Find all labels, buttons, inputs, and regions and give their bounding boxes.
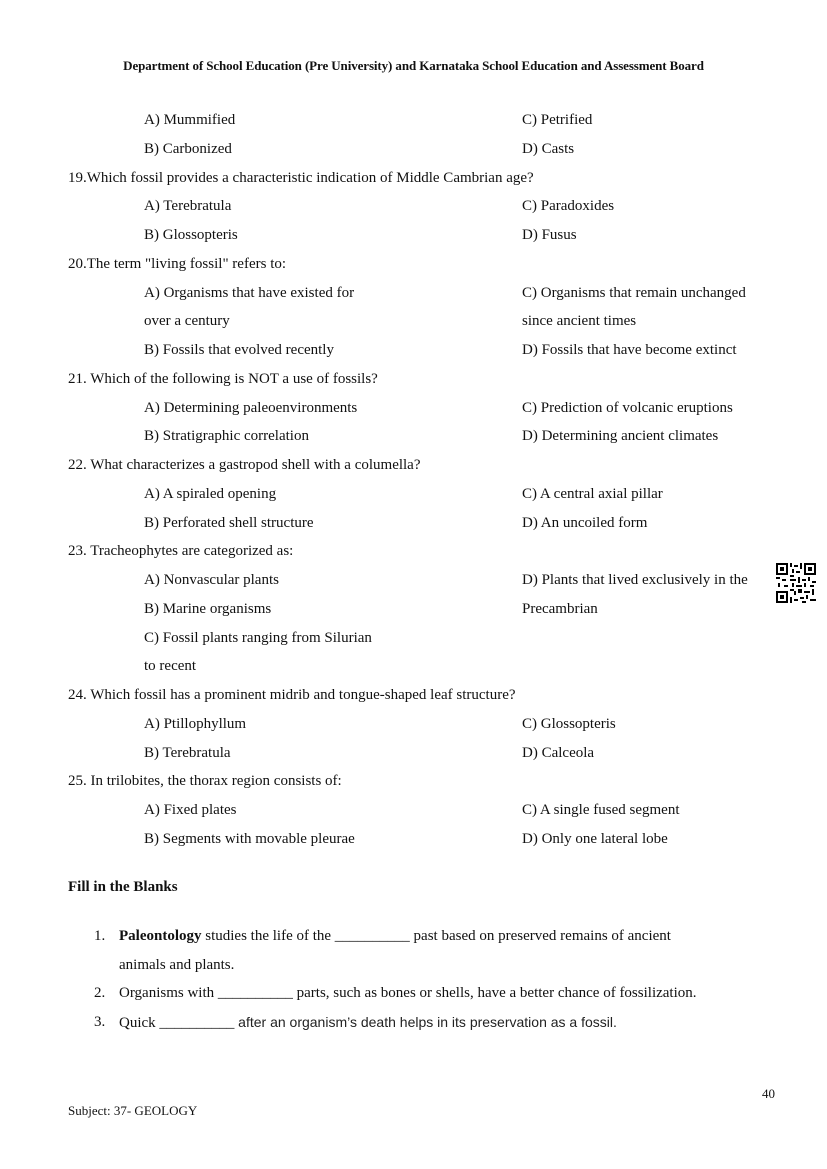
q24-option-c: C) Glossopteris: [522, 716, 616, 732]
q25-question: 25. In trilobites, the thorax region consists of:: [68, 773, 342, 789]
q18-option-c: C) Petrified: [522, 112, 593, 128]
page-header: Department of School Education (Pre University) and Karnataka School Education and Assessment Board: [123, 58, 704, 73]
q23-option-b: B) Marine organisms: [144, 601, 272, 617]
q21-option-d: D) Determining ancient climates: [522, 428, 719, 444]
qr-code-icon: [776, 563, 816, 603]
q20-option-c-line1: C) Organisms that remain unchanged: [522, 285, 746, 301]
fill-item-1-number: 1.: [94, 928, 106, 944]
q19-option-b: B) Glossopteris: [144, 227, 238, 243]
q22-option-c: C) A central axial pillar: [522, 486, 663, 502]
fill-item-1-text: studies the life of the __________ past based on preserved remains of ancient: [201, 928, 671, 944]
q24-option-a: A) Ptillophyllum: [144, 716, 247, 732]
q18-option-d: D) Casts: [522, 141, 575, 157]
fill-item-1-line1: [119, 927, 671, 945]
q20-option-c-line2: since ancient times: [522, 313, 637, 329]
q19-option-d: D) Fusus: [522, 227, 577, 243]
q23-option-c-line2: to recent: [144, 658, 197, 674]
fill-item-3-number: 3.: [94, 1014, 106, 1030]
q22-question: 22. What characterizes a gastropod shell with a columella?: [68, 457, 421, 473]
q25-option-d: D) Only one lateral lobe: [522, 831, 668, 847]
q20-question: 20.The term "living fossil" refers to:: [68, 256, 287, 272]
q19-question: 19.Which fossil provides a characteristic indication of Middle Cambrian age?: [68, 170, 534, 186]
q19-option-c: C) Paradoxides: [522, 198, 615, 214]
q19-option-a: A) Terebratula: [144, 198, 232, 214]
q20-option-d: D) Fossils that have become extinct: [522, 342, 737, 358]
fill-item-2-number: 2.: [94, 985, 106, 1001]
fill-blanks-heading: Fill in the Blanks: [68, 879, 178, 895]
fill-item-3-line: [119, 1013, 617, 1032]
q21-option-b: B) Stratigraphic correlation: [144, 428, 309, 444]
page-footer: Subject: 37- GEOLOGY: [68, 1103, 198, 1118]
q22-option-b: B) Perforated shell structure: [144, 515, 314, 531]
fill-item-3-text-start: Quick __________: [119, 1015, 239, 1031]
q21-option-a: A) Determining paleoenvironments: [144, 400, 358, 416]
q20-option-b: B) Fossils that evolved recently: [144, 342, 334, 358]
q25-option-b: B) Segments with movable pleurae: [144, 831, 355, 847]
q23-question: 23. Tracheophytes are categorized as:: [68, 543, 294, 559]
q24-question: 24. Which fossil has a prominent midrib and tongue-shaped leaf structure?: [68, 687, 516, 703]
q23-option-d-line1: D) Plants that lived exclusively in the: [522, 572, 748, 588]
fill-item-1-keyword: Paleontology: [119, 928, 202, 944]
fill-item-2-text: Organisms with __________ parts, such as bones or shells, have a better chance of fossilization.: [119, 985, 697, 1001]
q23-option-c-line1: C) Fossil plants ranging from Silurian: [144, 630, 372, 646]
q23-option-a: A) Nonvascular plants: [144, 572, 279, 588]
q21-option-c: C) Prediction of volcanic eruptions: [522, 400, 733, 416]
q22-option-d: D) An uncoiled form: [522, 515, 648, 531]
q21-question: 21. Which of the following is NOT a use of fossils?: [68, 371, 378, 387]
fill-item-1-line2: animals and plants.: [119, 957, 235, 973]
q25-option-a: A) Fixed plates: [144, 802, 237, 818]
q24-option-b: B) Terebratula: [144, 745, 231, 761]
q18-option-a: A) Mummified: [144, 112, 236, 128]
q24-option-d: D) Calceola: [522, 745, 595, 761]
q22-option-a: A) A spiraled opening: [144, 486, 277, 502]
q20-option-a-line2: over a century: [144, 313, 230, 329]
q20-option-a-line1: A) Organisms that have existed for: [144, 285, 355, 301]
q18-option-b: B) Carbonized: [144, 141, 232, 157]
q23-option-d-line2: Precambrian: [522, 601, 598, 617]
page-number: 40: [762, 1086, 775, 1101]
q25-option-c: C) A single fused segment: [522, 802, 680, 818]
fill-item-3-text-end: after an organism’s death helps in its preservation as a fossil.: [238, 1014, 617, 1030]
